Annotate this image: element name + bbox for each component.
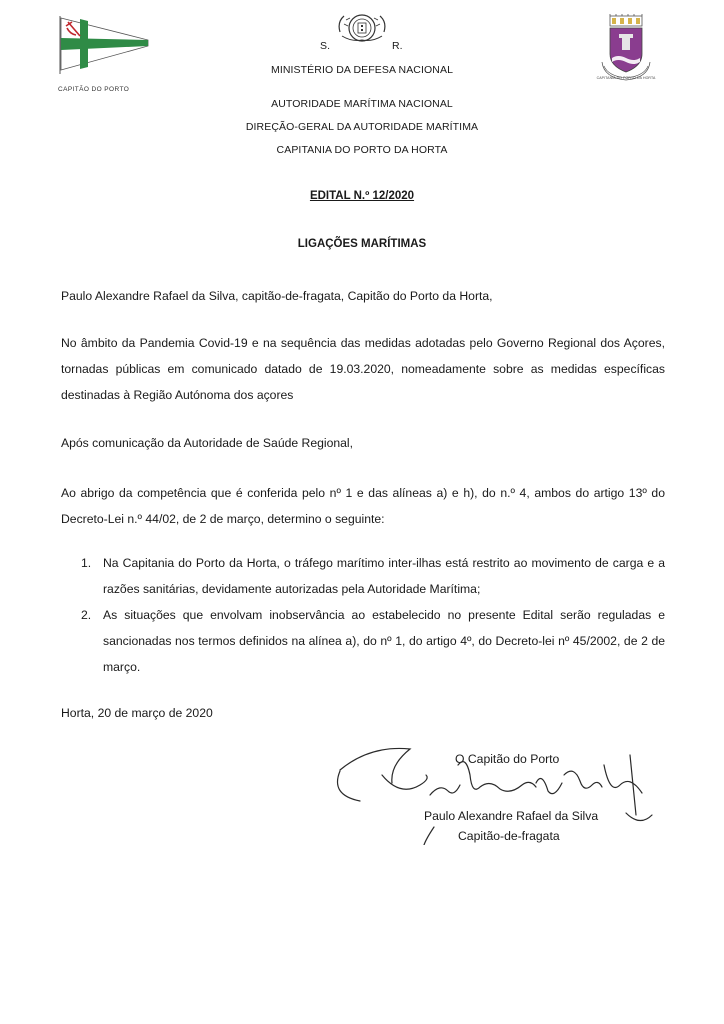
signature-role: O Capitão do Porto <box>455 752 560 766</box>
list-item-number: 2. <box>81 608 92 622</box>
horta-crest <box>598 14 654 84</box>
list-item-text: Na Capitania do Porto da Horta, o tráfego marítimo inter-ilhas está restrito ao movimento de carga e a razões sanitárias, devidamente autorizadas pela Autoridade Marítima; <box>103 556 665 596</box>
edital-title: EDITAL N.º 12/2020 <box>309 190 415 202</box>
list-item-text: As situações que envolvam inobservância ao estabelecido no presente Edital serão reguladas e sancionadas nos termos definidos na alínea a), do nº 1, do artigo 4º, do Decreto-lei nº 45/2002, de 2 de março. <box>103 608 665 674</box>
ministry-line: MINISTÉRIO DA DEFESA NACIONAL <box>270 64 454 76</box>
authority-line-2: DIREÇÃO-GERAL DA AUTORIDADE MARÍTIMA <box>245 121 479 133</box>
signature-name: Paulo Alexandre Rafael da Silva <box>424 809 599 823</box>
list-item <box>61 602 665 680</box>
edital-subtitle: LIGAÇÕES MARÍTIMAS <box>297 238 427 250</box>
place-date: Horta, 20 de março de 2020 <box>61 706 213 720</box>
national-coat-of-arms <box>336 10 388 44</box>
signature-rank: Capitão-de-fragata <box>458 829 560 843</box>
authority-line-1: AUTORIDADE MARÍTIMA NACIONAL <box>271 98 453 110</box>
sr-s: S. <box>320 40 331 52</box>
sr-r: R. <box>392 40 403 52</box>
list-item-number: 1. <box>81 556 92 570</box>
paragraph-intro: Paulo Alexandre Rafael da Silva, capitão-de-fragata, Capitão do Porto da Horta, <box>61 289 493 303</box>
authority-line-3: CAPITANIA DO PORTO DA HORTA <box>276 144 448 156</box>
paragraph-context: No âmbito da Pandemia Covid-19 e na sequência das medidas adotadas pelo Governo Regional dos Açores, tornadas públicas em comunicado datado de 19.03.2020, nomeadamente sobre as medidas específicas destinadas à Região Autónoma dos açores <box>61 336 665 402</box>
paragraph-legal-basis: Ao abrigo da competência que é conferida pelo nº 1 e das alíneas a) e h), do n.º 4, ambos do artigo 13º do Decreto-Lei n.º 44/02, de 2 de março, determino o seguinte: <box>61 486 665 526</box>
crest-label: CAPITANIA DO PORTO DA HORTA <box>596 76 656 80</box>
paragraph-health-authority: Após comunicação da Autoridade de Saúde Regional, <box>61 436 354 450</box>
determination-list <box>61 550 665 680</box>
captain-caption: CAPITÃO DO PORTO <box>58 86 130 93</box>
list-item <box>61 550 665 602</box>
